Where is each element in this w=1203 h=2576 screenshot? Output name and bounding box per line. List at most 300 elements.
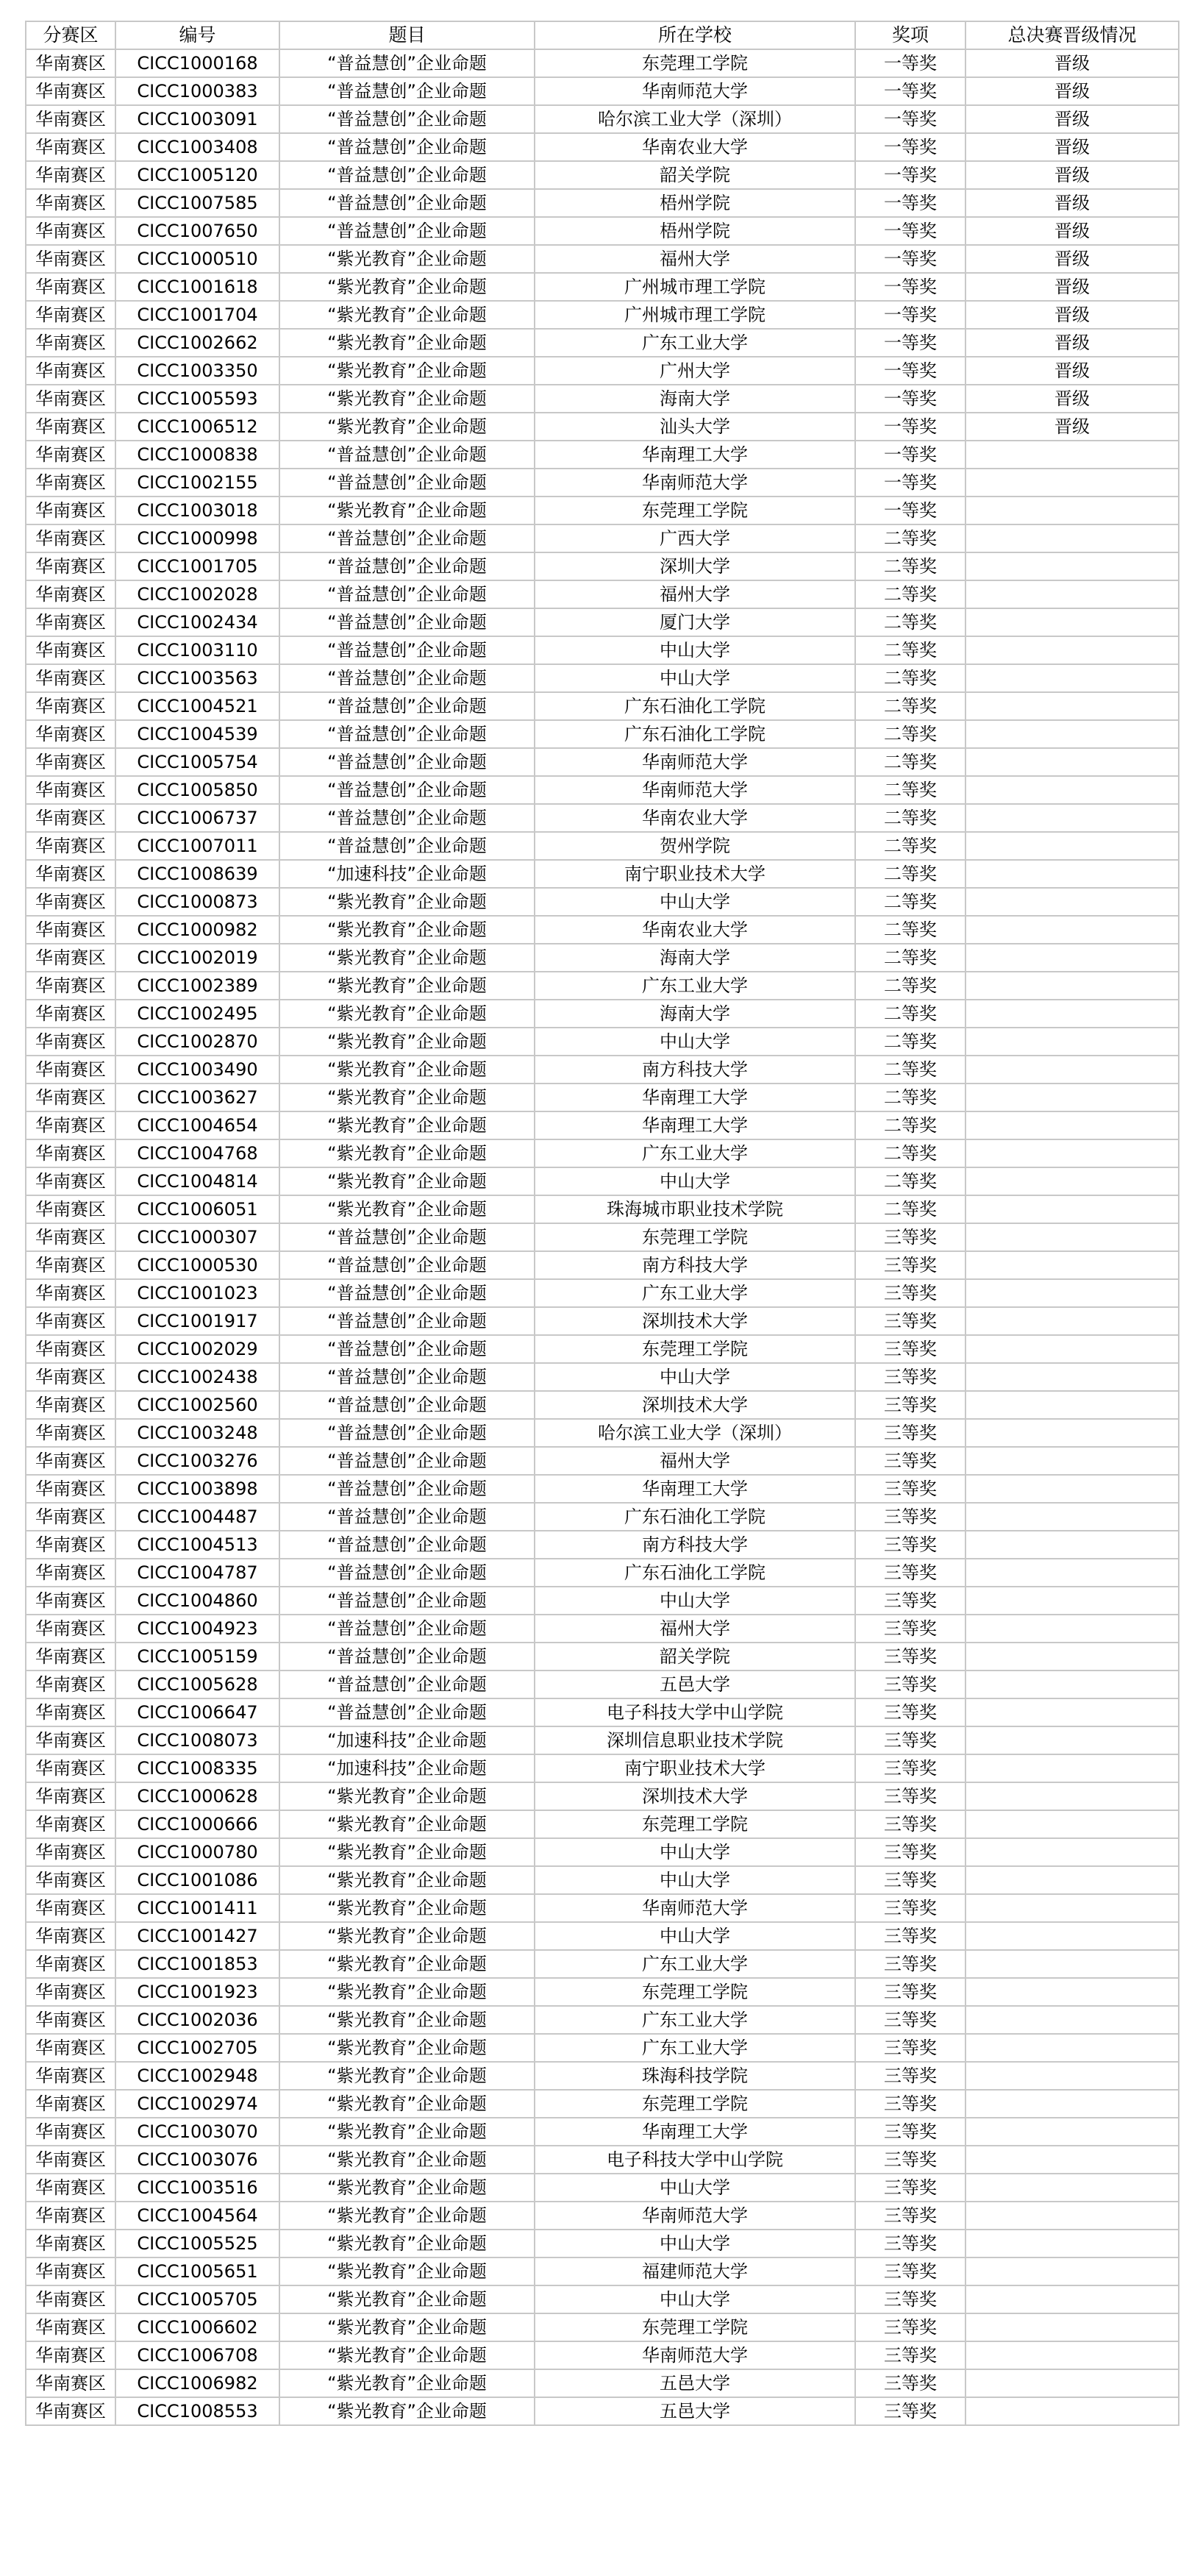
table-row [26,1559,1179,1587]
cell-award: 二等奖 [855,860,965,888]
cell-final-status [965,1866,1179,1894]
cell-id: CICC1002155 [115,469,279,497]
cell-id: CICC1005850 [115,776,279,804]
cell-school: 五邑大学 [535,2369,855,2397]
table-row [26,2118,1179,2146]
cell-final-status [965,1139,1179,1167]
cell-final-status [965,1475,1179,1503]
cell-id: CICC1001411 [115,1894,279,1922]
cell-topic: “紫光教育”企业命题 [279,1978,535,2006]
cell-topic: “普益慧创”企业命题 [279,1475,535,1503]
cell-award: 二等奖 [855,1167,965,1195]
cell-award: 三等奖 [855,1503,965,1531]
cell-id: CICC1002019 [115,944,279,972]
cell-school: 广东工业大学 [535,972,855,1000]
cell-school: 广东工业大学 [535,1950,855,1978]
cell-id: CICC1000838 [115,441,279,469]
cell-school: 东莞理工学院 [535,1335,855,1363]
cell-final-status [965,1950,1179,1978]
cell-award: 一等奖 [855,497,965,524]
table-row [26,2146,1179,2174]
cell-award: 三等奖 [855,2341,965,2369]
cell-topic: “普益慧创”企业命题 [279,1251,535,1279]
cell-topic: “普益慧创”企业命题 [279,1698,535,1726]
cell-final-status [965,1978,1179,2006]
cell-award: 三等奖 [855,1838,965,1866]
cell-final-status [965,1447,1179,1475]
cell-id: CICC1001086 [115,1866,279,1894]
cell-final-status [965,2174,1179,2202]
cell-topic: “普益慧创”企业命题 [279,1643,535,1671]
cell-id: CICC1002495 [115,1000,279,1028]
cell-region: 华南赛区 [26,2174,115,2202]
cell-award: 二等奖 [855,1195,965,1223]
cell-id: CICC1004539 [115,720,279,748]
table-row [26,1643,1179,1671]
cell-school: 华南师范大学 [535,77,855,105]
header-region: 分赛区 [26,21,115,49]
header-award: 奖项 [855,21,965,49]
cell-topic: “加速科技”企业命题 [279,860,535,888]
cell-school: 广西大学 [535,524,855,552]
table-row [26,301,1179,329]
cell-topic: “紫光教育”企业命题 [279,1000,535,1028]
cell-award: 二等奖 [855,1056,965,1084]
cell-final-status [965,608,1179,636]
cell-school: 福州大学 [535,1447,855,1475]
cell-final-status [965,2313,1179,2341]
table-row [26,1084,1179,1111]
cell-id: CICC1000628 [115,1782,279,1810]
cell-id: CICC1000780 [115,1838,279,1866]
cell-school: 梧州学院 [535,189,855,217]
cell-school: 中山大学 [535,2285,855,2313]
cell-topic: “普益慧创”企业命题 [279,1587,535,1615]
cell-topic: “紫光教育”企业命题 [279,2285,535,2313]
cell-final-status [965,1503,1179,1531]
cell-topic: “普益慧创”企业命题 [279,832,535,860]
cell-id: CICC1002036 [115,2006,279,2034]
cell-school: 哈尔滨工业大学（深圳） [535,1419,855,1447]
cell-id: CICC1002560 [115,1391,279,1419]
cell-region: 华南赛区 [26,1894,115,1922]
cell-final-status [965,441,1179,469]
table-row [26,1391,1179,1419]
table-row [26,1866,1179,1894]
cell-school: 南宁职业技术大学 [535,860,855,888]
cell-topic: “紫光教育”企业命题 [279,1056,535,1084]
cell-region: 华南赛区 [26,2341,115,2369]
cell-final-status [965,1251,1179,1279]
cell-topic: “紫光教育”企业命题 [279,2230,535,2257]
cell-region: 华南赛区 [26,2202,115,2230]
cell-id: CICC1002948 [115,2062,279,2090]
table-row [26,2230,1179,2257]
cell-award: 二等奖 [855,944,965,972]
cell-award: 三等奖 [855,1587,965,1615]
cell-region: 华南赛区 [26,217,115,245]
cell-id: CICC1006051 [115,1195,279,1223]
cell-award: 三等奖 [855,1726,965,1754]
cell-school: 中山大学 [535,2230,855,2257]
cell-id: CICC1005120 [115,161,279,189]
cell-award: 三等奖 [855,1307,965,1335]
cell-topic: “紫光教育”企业命题 [279,1028,535,1056]
cell-region: 华南赛区 [26,1978,115,2006]
cell-region: 华南赛区 [26,1559,115,1587]
cell-region: 华南赛区 [26,1922,115,1950]
cell-school: 东莞理工学院 [535,2313,855,2341]
cell-final-status: 晋级 [965,217,1179,245]
cell-school: 中山大学 [535,1922,855,1950]
table-row [26,1726,1179,1754]
cell-id: CICC1000530 [115,1251,279,1279]
table-row [26,1195,1179,1223]
cell-topic: “普益慧创”企业命题 [279,1307,535,1335]
cell-region: 华南赛区 [26,2118,115,2146]
cell-topic: “普益慧创”企业命题 [279,1503,535,1531]
cell-id: CICC1008553 [115,2397,279,2425]
cell-award: 三等奖 [855,1782,965,1810]
cell-id: CICC1008639 [115,860,279,888]
cell-topic: “加速科技”企业命题 [279,1726,535,1754]
cell-id: CICC1001023 [115,1279,279,1307]
cell-school: 中山大学 [535,888,855,916]
table-row [26,664,1179,692]
cell-final-status [965,2062,1179,2090]
cell-final-status [965,552,1179,580]
cell-id: CICC1007650 [115,217,279,245]
cell-final-status: 晋级 [965,133,1179,161]
cell-school: 广东石油化工学院 [535,1559,855,1587]
cell-school: 哈尔滨工业大学（深圳） [535,105,855,133]
cell-id: CICC1004768 [115,1139,279,1167]
cell-school: 广东工业大学 [535,2006,855,2034]
cell-region: 华南赛区 [26,105,115,133]
cell-id: CICC1006737 [115,804,279,832]
cell-final-status [965,1419,1179,1447]
cell-school: 广东工业大学 [535,1279,855,1307]
cell-award: 三等奖 [855,1866,965,1894]
table-row [26,105,1179,133]
cell-school: 南方科技大学 [535,1531,855,1559]
cell-school: 珠海城市职业技术学院 [535,1195,855,1223]
cell-id: CICC1005754 [115,748,279,776]
cell-topic: “紫光教育”企业命题 [279,2090,535,2118]
cell-school: 海南大学 [535,944,855,972]
cell-school: 电子科技大学中山学院 [535,1698,855,1726]
cell-school: 华南理工大学 [535,2118,855,2146]
table-row [26,1111,1179,1139]
cell-region: 华南赛区 [26,1167,115,1195]
cell-id: CICC1002705 [115,2034,279,2062]
table-row [26,329,1179,357]
cell-award: 三等奖 [855,2285,965,2313]
cell-topic: “紫光教育”企业命题 [279,2202,535,2230]
cell-school: 电子科技大学中山学院 [535,2146,855,2174]
cell-topic: “紫光教育”企业命题 [279,2341,535,2369]
cell-school: 珠海科技学院 [535,2062,855,2090]
cell-school: 华南理工大学 [535,441,855,469]
cell-final-status: 晋级 [965,301,1179,329]
cell-final-status [965,1838,1179,1866]
cell-region: 华南赛区 [26,1000,115,1028]
cell-id: CICC1001704 [115,301,279,329]
cell-final-status [965,469,1179,497]
cell-id: CICC1000510 [115,245,279,273]
cell-region: 华南赛区 [26,1475,115,1503]
cell-id: CICC1004564 [115,2202,279,2230]
cell-topic: “紫光教育”企业命题 [279,2397,535,2425]
cell-region: 华南赛区 [26,692,115,720]
table-row [26,1419,1179,1447]
table-row [26,133,1179,161]
cell-id: CICC1003490 [115,1056,279,1084]
cell-school: 广州城市理工学院 [535,301,855,329]
table-row [26,441,1179,469]
cell-final-status: 晋级 [965,77,1179,105]
cell-topic: “普益慧创”企业命题 [279,776,535,804]
cell-school: 中山大学 [535,1167,855,1195]
table-body [26,49,1179,2425]
cell-award: 一等奖 [855,413,965,441]
table-row [26,2174,1179,2202]
cell-final-status [965,2202,1179,2230]
table-row [26,1447,1179,1475]
cell-final-status [965,1279,1179,1307]
cell-region: 华南赛区 [26,497,115,524]
cell-region: 华南赛区 [26,1111,115,1139]
cell-award: 三等奖 [855,2397,965,2425]
table-row [26,1223,1179,1251]
cell-id: CICC1003350 [115,357,279,385]
table-row [26,1922,1179,1950]
table-row [26,77,1179,105]
cell-topic: “紫光教育”企业命题 [279,385,535,413]
cell-school: 中山大学 [535,664,855,692]
cell-id: CICC1006512 [115,413,279,441]
cell-topic: “紫光教育”企业命题 [279,1111,535,1139]
cell-school: 广州大学 [535,357,855,385]
table-row [26,161,1179,189]
cell-topic: “紫光教育”企业命题 [279,2006,535,2034]
cell-award: 二等奖 [855,1111,965,1139]
cell-region: 华南赛区 [26,385,115,413]
cell-final-status [965,776,1179,804]
cell-region: 华南赛区 [26,1950,115,1978]
cell-id: CICC1003248 [115,1419,279,1447]
cell-final-status [965,1587,1179,1615]
cell-id: CICC1003070 [115,2118,279,2146]
cell-id: CICC1006708 [115,2341,279,2369]
table-row [26,413,1179,441]
table-row [26,1503,1179,1531]
cell-topic: “普益慧创”企业命题 [279,1559,535,1587]
table-row [26,1671,1179,1698]
table-row [26,189,1179,217]
cell-region: 华南赛区 [26,1838,115,1866]
cell-topic: “紫光教育”企业命题 [279,916,535,944]
cell-award: 一等奖 [855,217,965,245]
cell-id: CICC1008335 [115,1754,279,1782]
cell-award: 二等奖 [855,636,965,664]
table-row [26,1978,1179,2006]
table-row [26,1475,1179,1503]
cell-topic: “紫光教育”企业命题 [279,301,535,329]
cell-id: CICC1003076 [115,2146,279,2174]
table-row [26,1782,1179,1810]
cell-topic: “紫光教育”企业命题 [279,413,535,441]
cell-region: 华南赛区 [26,1279,115,1307]
cell-school: 东莞理工学院 [535,1978,855,2006]
cell-topic: “紫光教育”企业命题 [279,1894,535,1922]
table-row [26,692,1179,720]
cell-final-status [965,1782,1179,1810]
cell-school: 华南师范大学 [535,748,855,776]
cell-region: 华南赛区 [26,329,115,357]
cell-final-status [965,720,1179,748]
cell-region: 华南赛区 [26,1335,115,1363]
cell-topic: “紫光教育”企业命题 [279,888,535,916]
cell-final-status [965,748,1179,776]
cell-region: 华南赛区 [26,2062,115,2090]
cell-region: 华南赛区 [26,608,115,636]
cell-region: 华南赛区 [26,2257,115,2285]
cell-award: 二等奖 [855,832,965,860]
cell-id: CICC1000998 [115,524,279,552]
table-row [26,273,1179,301]
cell-school: 南宁职业技术大学 [535,1754,855,1782]
cell-award: 二等奖 [855,1084,965,1111]
table-row [26,2313,1179,2341]
cell-final-status [965,1335,1179,1363]
cell-region: 华南赛区 [26,972,115,1000]
cell-award: 三等奖 [855,2146,965,2174]
cell-id: CICC1002974 [115,2090,279,2118]
cell-school: 南方科技大学 [535,1056,855,1084]
cell-topic: “紫光教育”企业命题 [279,2062,535,2090]
cell-award: 三等奖 [855,1391,965,1419]
cell-region: 华南赛区 [26,357,115,385]
cell-award: 三等奖 [855,1475,965,1503]
table-row [26,636,1179,664]
cell-region: 华南赛区 [26,2285,115,2313]
cell-final-status [965,1111,1179,1139]
cell-region: 华南赛区 [26,273,115,301]
cell-school: 贺州学院 [535,832,855,860]
cell-final-status [965,1195,1179,1223]
cell-award: 二等奖 [855,1028,965,1056]
cell-region: 华南赛区 [26,2313,115,2341]
cell-award: 二等奖 [855,524,965,552]
cell-award: 二等奖 [855,916,965,944]
cell-final-status [965,1363,1179,1391]
cell-award: 三等奖 [855,1922,965,1950]
cell-award: 一等奖 [855,105,965,133]
cell-region: 华南赛区 [26,2230,115,2257]
cell-final-status: 晋级 [965,357,1179,385]
cell-award: 三等奖 [855,2034,965,2062]
cell-region: 华南赛区 [26,1726,115,1754]
cell-school: 华南师范大学 [535,2202,855,2230]
cell-final-status [965,888,1179,916]
cell-final-status [965,2397,1179,2425]
cell-region: 华南赛区 [26,524,115,552]
cell-award: 三等奖 [855,1223,965,1251]
table-row [26,2397,1179,2425]
cell-school: 华南理工大学 [535,1084,855,1111]
cell-id: CICC1000982 [115,916,279,944]
cell-region: 华南赛区 [26,1056,115,1084]
cell-id: CICC1004923 [115,1615,279,1643]
cell-region: 华南赛区 [26,1643,115,1671]
table-row [26,1894,1179,1922]
cell-final-status [965,2285,1179,2313]
table-row [26,1279,1179,1307]
cell-topic: “紫光教育”企业命题 [279,972,535,1000]
cell-region: 华南赛区 [26,552,115,580]
cell-final-status [965,1810,1179,1838]
cell-topic: “普益慧创”企业命题 [279,161,535,189]
cell-topic: “普益慧创”企业命题 [279,105,535,133]
cell-award: 二等奖 [855,1139,965,1167]
cell-final-status: 晋级 [965,105,1179,133]
table-row [26,1307,1179,1335]
cell-school: 深圳信息职业技术学院 [535,1726,855,1754]
cell-topic: “普益慧创”企业命题 [279,1391,535,1419]
cell-id: CICC1006982 [115,2369,279,2397]
cell-topic: “紫光教育”企业命题 [279,1139,535,1167]
cell-award: 一等奖 [855,329,965,357]
header-topic: 题目 [279,21,535,49]
table-row [26,944,1179,972]
cell-id: CICC1002438 [115,1363,279,1391]
cell-id: CICC1003627 [115,1084,279,1111]
cell-award: 三等奖 [855,1894,965,1922]
table-row [26,1167,1179,1195]
cell-region: 华南赛区 [26,301,115,329]
cell-topic: “加速科技”企业命题 [279,1754,535,1782]
cell-final-status [965,1084,1179,1111]
table-row [26,1838,1179,1866]
cell-award: 三等奖 [855,1643,965,1671]
cell-school: 广东工业大学 [535,2034,855,2062]
table-row [26,217,1179,245]
cell-region: 华南赛区 [26,441,115,469]
cell-topic: “紫光教育”企业命题 [279,1782,535,1810]
cell-school: 韶关学院 [535,1643,855,1671]
cell-school: 华南师范大学 [535,2341,855,2369]
cell-id: CICC1003110 [115,636,279,664]
cell-school: 东莞理工学院 [535,2090,855,2118]
table-row [26,804,1179,832]
cell-award: 二等奖 [855,972,965,1000]
cell-award: 三等奖 [855,2062,965,2090]
cell-school: 福建师范大学 [535,2257,855,2285]
cell-final-status [965,1643,1179,1671]
cell-school: 广东石油化工学院 [535,692,855,720]
cell-topic: “紫光教育”企业命题 [279,2146,535,2174]
table-row [26,776,1179,804]
table-row [26,245,1179,273]
cell-school: 韶关学院 [535,161,855,189]
cell-region: 华南赛区 [26,49,115,77]
cell-region: 华南赛区 [26,1531,115,1559]
cell-region: 华南赛区 [26,636,115,664]
cell-final-status: 晋级 [965,245,1179,273]
cell-topic: “普益慧创”企业命题 [279,469,535,497]
table-row [26,1335,1179,1363]
